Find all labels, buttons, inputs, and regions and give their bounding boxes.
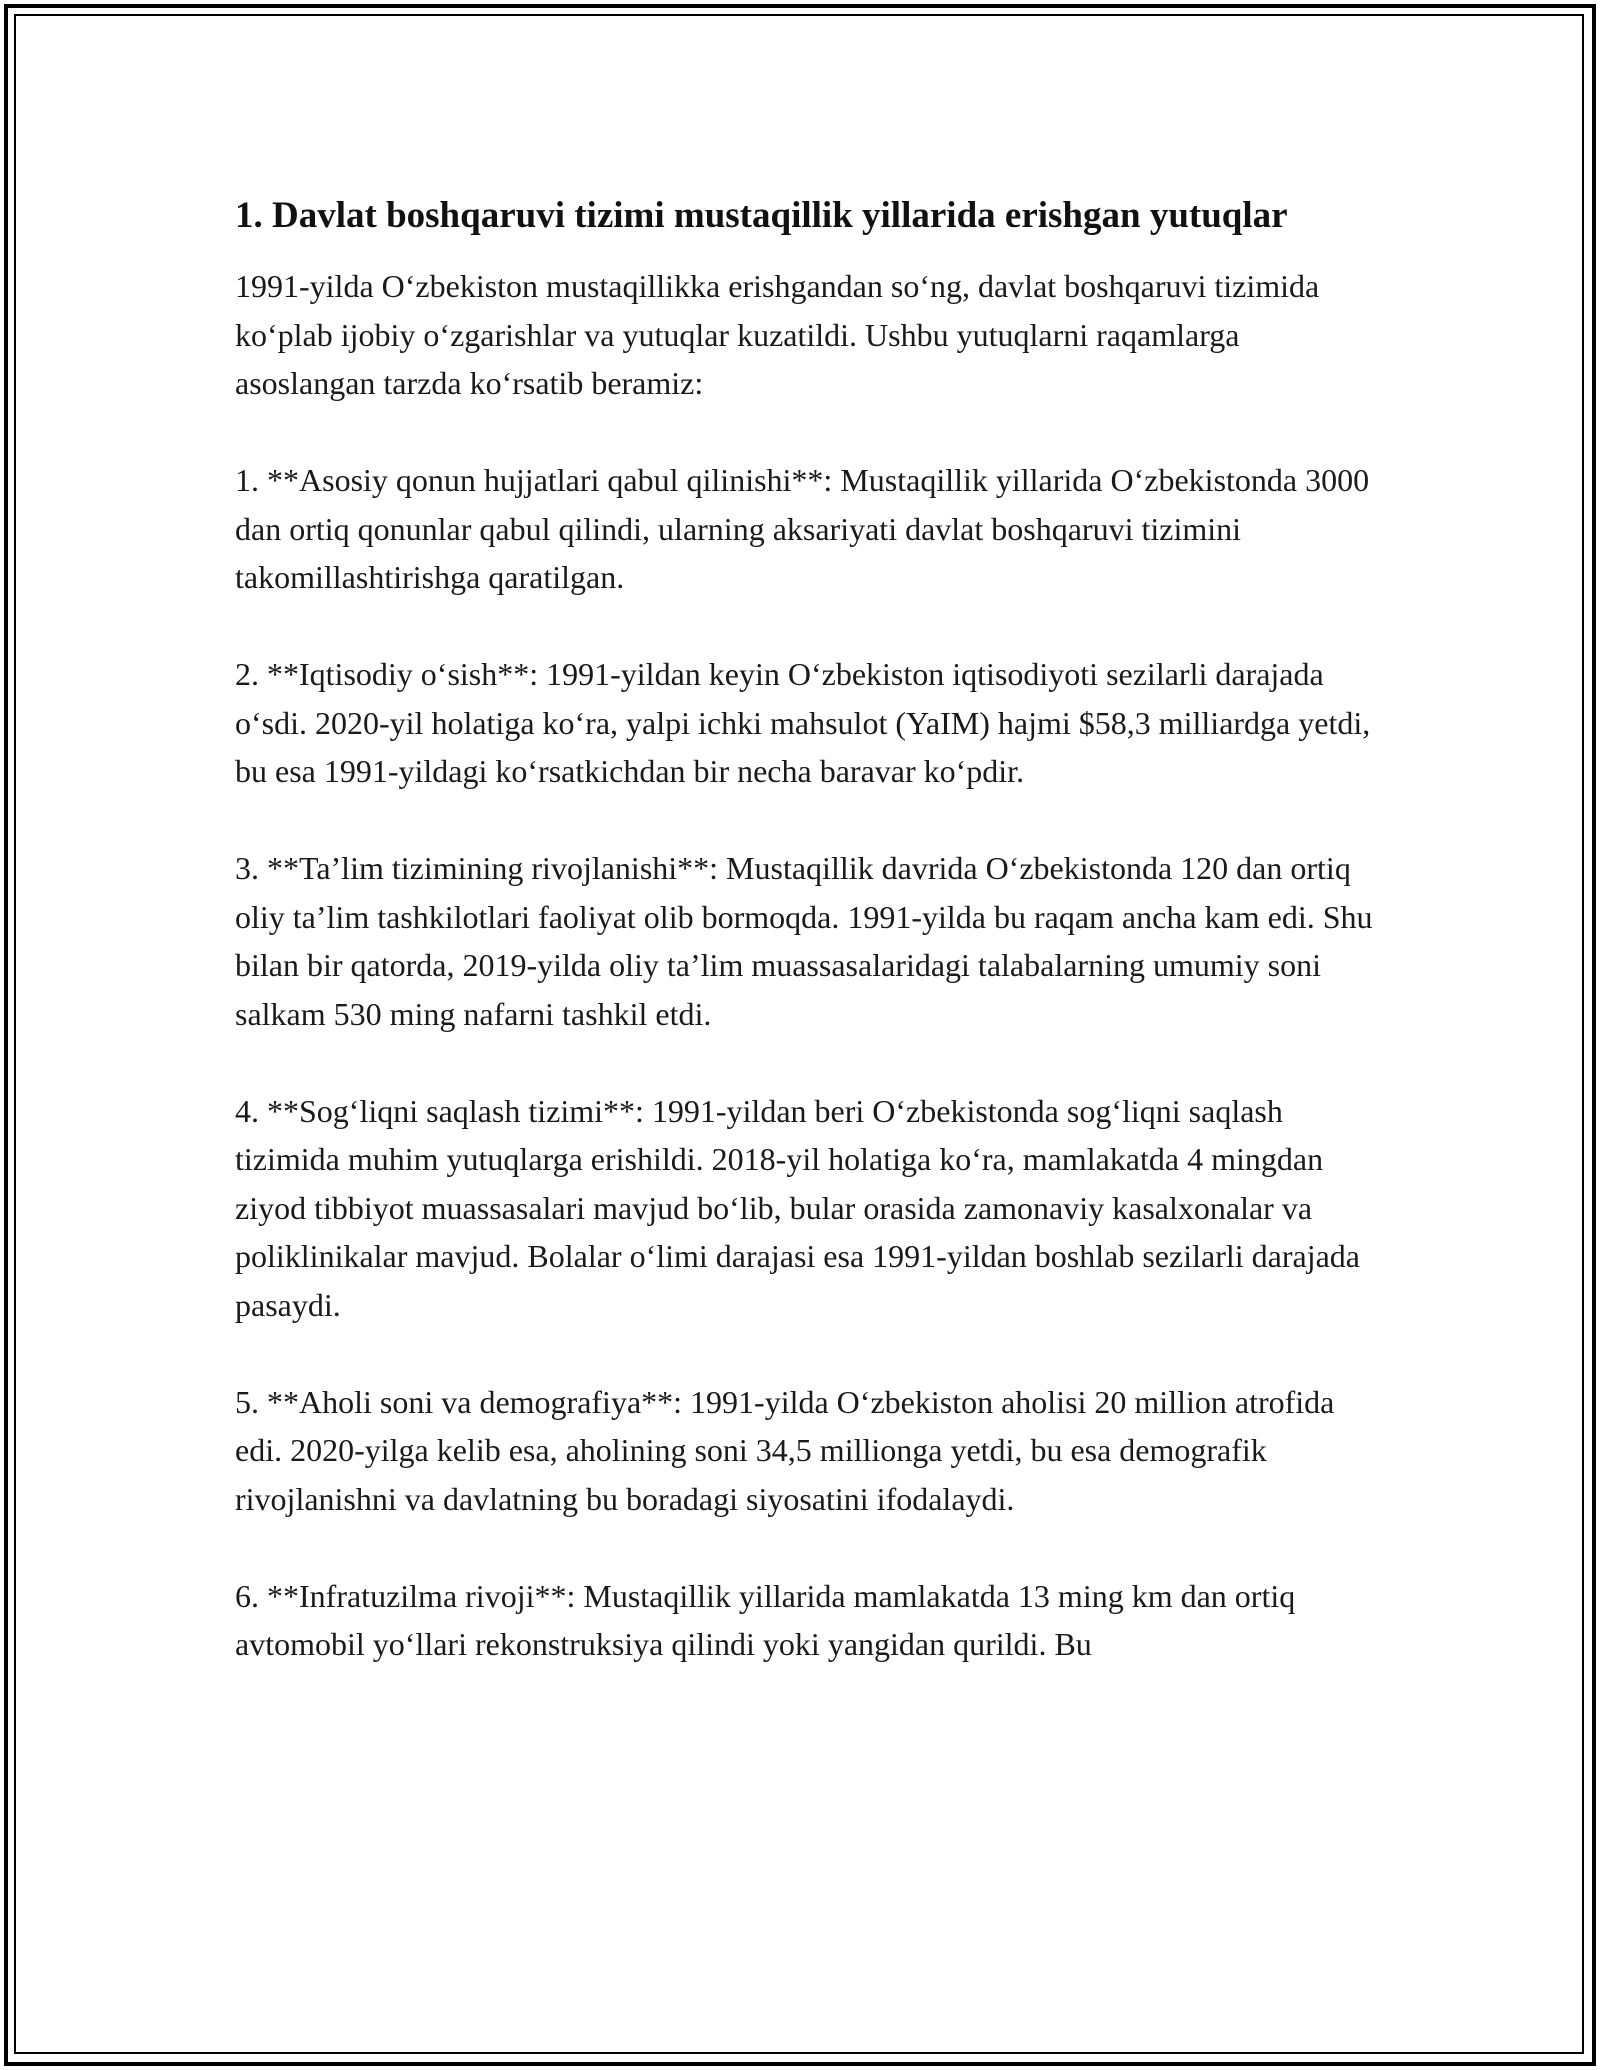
document-body [235, 188, 1375, 1717]
list-item-healthcare: 4. **Sog‘liqni saqlash tizimi**: 1991-yildan beri O‘zbekistonda sog‘liqni saqlash tizimida muhim yutuqlarga erishildi. 2018-yil holatiga ko‘ra, mamlakatda 4 mingdan ziyod tibbiyot muassasalari mavjud bo‘lib, bular orasida zamonaviy kasalxonalar va poliklinikalar mavjud. Bolalar o‘limi darajasi esa 1991-yildan boshlab sezilarli darajada pasaydi. [235, 1092, 1360, 1323]
intro-paragraph: 1991-yilda O‘zbekiston mustaqillikka erishgandan so‘ng, davlat boshqaruvi tizimida ko‘plab ijobiy o‘zgarishlar va yutuqlar kuzatildi. Ushbu yutuqlarni raqamlarga asoslangan tarzda ko‘rsatib beramiz: [235, 268, 1320, 401]
list-item-education: 3. **Ta’lim tizimining rivojlanishi**: Mustaqillik davrida O‘zbekistonda 120 dan ortiq oliy ta’lim tashkilotlari faoliyat olib bormoqda. 1991-yilda bu raqam ancha kam edi. Shu bilan bir qatorda, 2019-yilda oliy ta’lim muassasalaridagi talabalarning umumiy soni salkam 530 ming nafarni tashkil etdi. [235, 850, 1373, 1032]
document-title: 1. Davlat boshqaruvi tizimi mustaqillik yillarida erishgan yutuqlar [235, 195, 1288, 236]
list-item-legislation: 1. **Asosiy qonun hujjatlari qabul qilinishi**: Mustaqillik yillarida O‘zbekistonda 3000 dan ortiq qonunlar qabul qilindi, ularning aksariyati davlat boshqaruvi tizimini takomillashtirishga qaratilgan. [235, 462, 1370, 595]
list-item-demography: 5. **Aholi soni va demografiya**: 1991-yilda O‘zbekiston aholisi 20 million atrofida edi. 2020-yilga kelib esa, aholining soni 34,5 millionga yetdi, bu esa demografik rivojlanishni va davlatning bu boradagi siyosatini ifodalaydi. [235, 1383, 1335, 1517]
list-item-infrastructure: 6. **Infratuzilma rivoji**: Mustaqillik yillarida mamlakatda 13 ming km dan ortiq avtomobil yo‘llari rekonstruksiya qilindi yoki yangidan qurildi. Bu [235, 1577, 1296, 1662]
list-item-economic-growth: 2. **Iqtisodiy o‘sish**: 1991-yildan keyin O‘zbekiston iqtisodiyoti sezilarli darajada o‘sdi. 2020-yil holatiga ko‘ra, yalpi ichki mahsulot (YaIM) hajmi $58,3 milliardga yetdi, bu esa 1991-yildagi ko‘rsatkichdan bir necha baravar ko‘pdir. [235, 656, 1371, 789]
